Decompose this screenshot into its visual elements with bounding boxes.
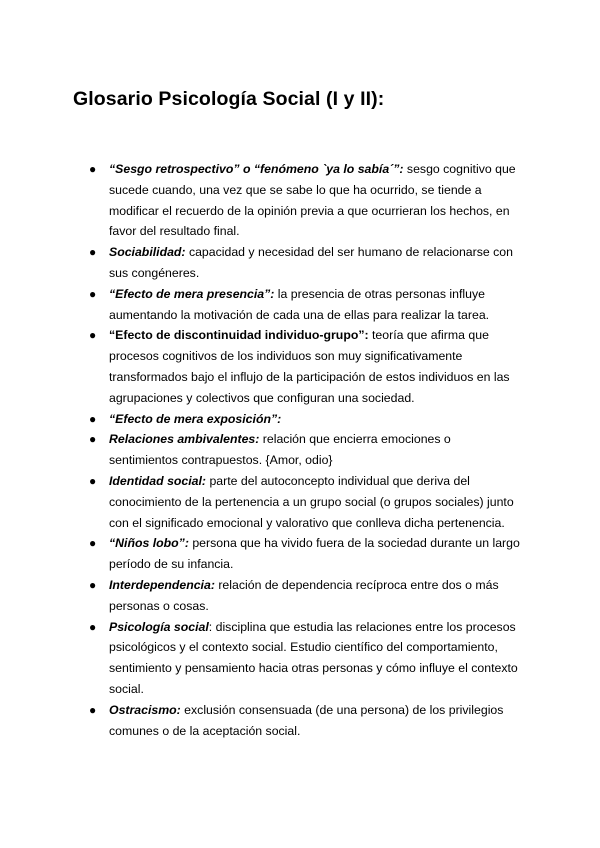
bullet-icon: ● — [89, 286, 97, 301]
bullet-icon: ● — [89, 577, 97, 592]
glossary-definition: la presencia de otras personas influye aumentando la motivación de cada una de ellas para realizar la tarea. — [109, 286, 490, 322]
glossary-item-efecto-mera-presencia — [89, 284, 521, 326]
bullet-icon: ● — [89, 245, 97, 260]
bullet-icon: ● — [89, 411, 97, 426]
bullet-icon: ● — [89, 328, 97, 343]
glossary-term: “Efecto de discontinuidad individuo-grupo”: — [109, 328, 369, 343]
glossary-definition: parte del autoconcepto individual que deriva del conocimiento de la pertenencia a un grupo social (o grupos sociales) junto con el significado emocional y valorativo que conlleva dicha pertenencia. — [109, 473, 514, 530]
glossary-definition: : disciplina que estudia las relaciones entre los procesos psicológicos y el contexto social. Estudio científico del comportamiento, sentimiento y pensamiento hacia otras personas y cómo influye el contexto social. — [109, 619, 518, 696]
glossary-term: Identidad social: — [109, 473, 207, 488]
glossary-term: Interdependencia: — [109, 577, 215, 592]
glossary-item-sesgo-retrospectivo — [89, 159, 521, 242]
glossary-item-ostracismo — [89, 700, 521, 742]
glossary-list — [89, 159, 521, 741]
bullet-icon: ● — [89, 162, 97, 176]
glossary-item-relaciones-ambivalentes — [89, 429, 521, 471]
glossary-item-efecto-discontinuidad — [89, 325, 521, 408]
glossary-term: “Sesgo retrospectivo” o “fenómeno `ya lo sabía´”: — [109, 162, 404, 176]
bullet-icon: ● — [89, 619, 97, 634]
glossary-definition: relación de dependencia recíproca entre dos o más personas o cosas. — [109, 577, 499, 613]
glossary-definition: sesgo cognitivo que sucede cuando, una vez que se sabe lo que ha ocurrido, se tiende a modificar el recuerdo de la opinión previa a que ocurrieran los hechos, en favor del resultado final. — [109, 162, 516, 239]
glossary-term: Psicología social — [109, 619, 209, 634]
glossary-term: “Efecto de mera presencia”: — [109, 286, 275, 301]
glossary-term: “Niños lobo”: — [109, 536, 189, 551]
glossary-item-sociabilidad — [89, 242, 521, 284]
page-title: Glosario Psicología Social (I y II): — [73, 88, 385, 110]
bullet-icon: ● — [89, 702, 97, 717]
glossary-term: Sociabilidad: — [109, 245, 186, 260]
bullet-icon: ● — [89, 473, 97, 488]
glossary-definition: exclusión consensuada (de una persona) de los privilegios comunes o de la aceptación social. — [109, 702, 504, 738]
glossary-definition: capacidad y necesidad del ser humano de relacionarse con sus congéneres. — [109, 245, 513, 280]
bullet-icon: ● — [89, 432, 97, 447]
glossary-definition: persona que ha vivido fuera de la sociedad durante un largo período de su infancia. — [109, 536, 520, 572]
glossary-item-identidad-social — [89, 471, 521, 533]
glossary-term: “Efecto de mera exposición”: — [109, 411, 282, 426]
glossary-item-psicologia-social — [89, 617, 521, 700]
glossary-term: Ostracismo: — [109, 702, 181, 717]
glossary-item-ninos-lobo — [89, 533, 521, 575]
glossary-item-interdependencia — [89, 575, 521, 617]
glossary-definition: relación que encierra emociones o sentimientos contrapuestos. {Amor, odio} — [109, 432, 451, 468]
bullet-icon: ● — [89, 536, 97, 551]
glossary-term: Relaciones ambivalentes: — [109, 432, 260, 447]
glossary-item-efecto-mera-exposicion — [89, 409, 521, 430]
glossary-definition: teoría que afirma que procesos cognitivos de los individuos son muy significativamente transformados bajo el influjo de la participación de estos individuos en las agrupaciones y colectivos que configuran una sociedad. — [109, 328, 510, 405]
